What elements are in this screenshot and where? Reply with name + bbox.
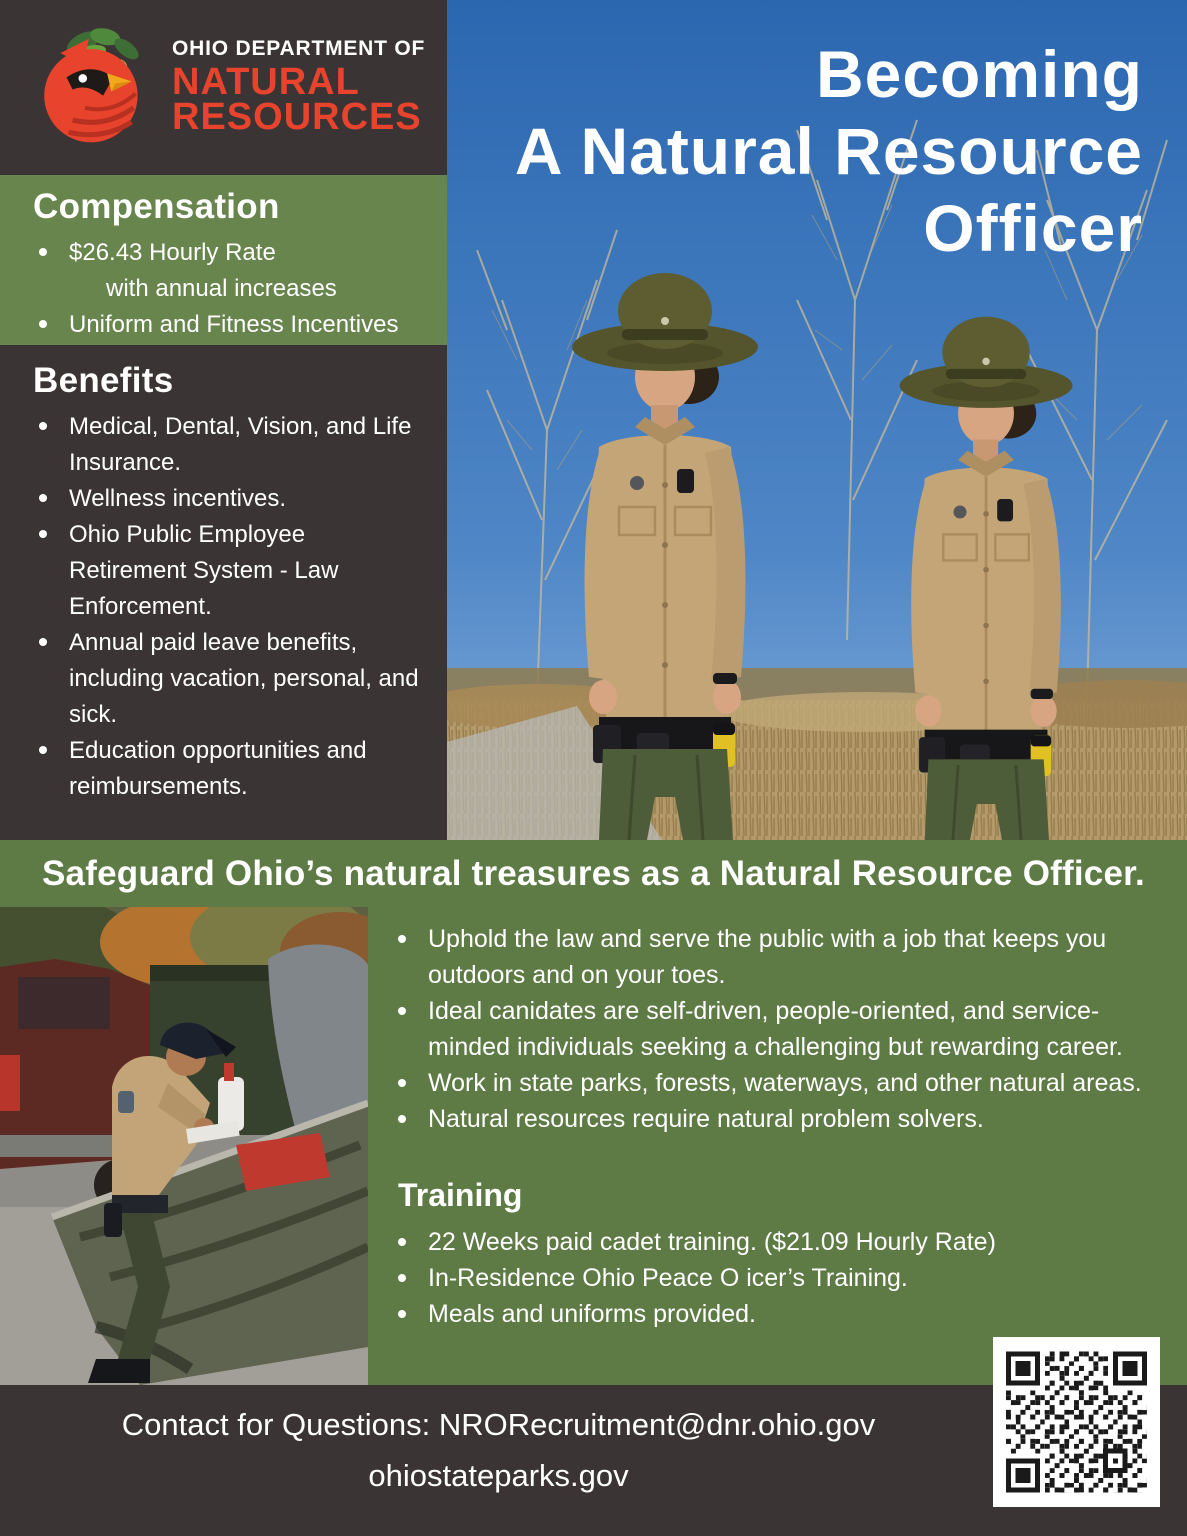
list-item-text: Ohio Public Employee Retirement System - Law Enforcement.: [69, 521, 339, 620]
bullet-icon: [398, 1274, 406, 1282]
qr-code: [993, 1337, 1160, 1507]
logo-text: [172, 37, 426, 138]
list-item: [33, 481, 429, 517]
compensation-heading: Compensation: [33, 187, 280, 226]
benefits-section: [0, 345, 447, 840]
footer-text: [0, 1407, 997, 1494]
bullet-icon: [398, 935, 406, 943]
logo-org-small: OHIO DEPARTMENT OF: [172, 37, 426, 60]
list-item-text: 22 Weeks paid cadet training. ($21.09 Hourly Rate): [428, 1228, 996, 1256]
logo-block: [0, 0, 447, 175]
title-line: Officer: [923, 191, 1143, 265]
list-item: [392, 921, 1167, 993]
list-item: [392, 1296, 1167, 1332]
list-item: [33, 409, 429, 481]
about-list: [392, 921, 1167, 1137]
bullet-icon: [39, 248, 47, 256]
contact-line: Contact for Questions: NRORecruitment@dnr.ohio.gov: [121, 1407, 876, 1442]
training-list: [392, 1224, 1167, 1332]
boat-photo-illustration: [0, 907, 368, 1385]
list-item-text: Uphold the law and serve the public with a job that keeps you outdoors and on your toes.: [428, 925, 1107, 989]
list-item-text: Education opportunities and reimbursements.: [69, 737, 367, 800]
list-item: [33, 235, 427, 307]
list-item-text: Ideal canidates are self-driven, people-oriented, and service-minded individuals seeking a challenging but rewarding career.: [428, 997, 1123, 1061]
list-item-text: Wellness incentives.: [69, 485, 286, 512]
list-item: [392, 993, 1167, 1065]
list-item: [392, 1101, 1167, 1137]
headline-band: [0, 840, 1187, 907]
bullet-icon: [39, 638, 47, 646]
list-item: [33, 517, 429, 625]
list-item: [33, 733, 429, 805]
bullet-icon: [39, 494, 47, 502]
odnr-cardinal-logo-icon: [30, 22, 162, 150]
list-item-text: Medical, Dental, Vision, and Life Insurance.: [69, 413, 412, 476]
compensation-rate-sub: with annual increases: [106, 275, 337, 302]
bullet-icon: [398, 1079, 406, 1087]
list-item-text: Work in state parks, forests, waterways, and other natural areas.: [428, 1069, 1142, 1097]
qr-code-icon: [1006, 1350, 1147, 1494]
odnr-logo: [30, 22, 425, 150]
title-line: Becoming: [815, 37, 1143, 111]
hero-photo: [447, 0, 1187, 840]
benefits-heading: Benefits: [33, 361, 174, 400]
boat-inspection-photo: [0, 907, 368, 1385]
headline: Safeguard Ohio’s natural treasures as a Natural Resource Officer.: [42, 853, 1145, 893]
bullet-icon: [39, 320, 47, 328]
list-item: [392, 1065, 1167, 1101]
website-line: ohiostateparks.gov: [368, 1458, 629, 1493]
page-title: [515, 36, 1143, 267]
logo-org-line1: NATURAL: [172, 61, 360, 103]
list-item: [33, 307, 427, 343]
compensation-rate: $26.43 Hourly Rate: [69, 239, 276, 266]
title-line: A Natural Resource: [514, 114, 1143, 188]
list-item-text: Natural resources require natural problem solvers.: [428, 1105, 984, 1133]
bullet-icon: [39, 530, 47, 538]
bullet-icon: [398, 1115, 406, 1123]
training-heading: Training: [398, 1177, 523, 1213]
about-section: [392, 921, 1167, 1332]
list-item: [392, 1260, 1167, 1296]
logo-org-line2: RESOURCES: [172, 96, 422, 138]
bullet-icon: [398, 1007, 406, 1015]
compensation-section: [0, 175, 447, 345]
benefits-list: [33, 409, 429, 805]
lower-section: [0, 907, 1187, 1385]
compensation-list: [33, 235, 427, 343]
list-item: [392, 1224, 1167, 1260]
list-item: [33, 625, 429, 733]
list-item-text: [69, 235, 337, 307]
list-item-text: Uniform and Fitness Incentives: [69, 311, 399, 338]
list-item-text: In-Residence Ohio Peace O icer’s Training.: [428, 1264, 908, 1292]
bullet-icon: [39, 422, 47, 430]
list-item-text: Meals and uniforms provided.: [428, 1300, 756, 1328]
bullet-icon: [398, 1310, 406, 1318]
list-item-text: Annual paid leave benefits, including vacation, personal, and sick.: [69, 629, 419, 728]
bullet-icon: [39, 746, 47, 754]
bullet-icon: [398, 1238, 406, 1246]
